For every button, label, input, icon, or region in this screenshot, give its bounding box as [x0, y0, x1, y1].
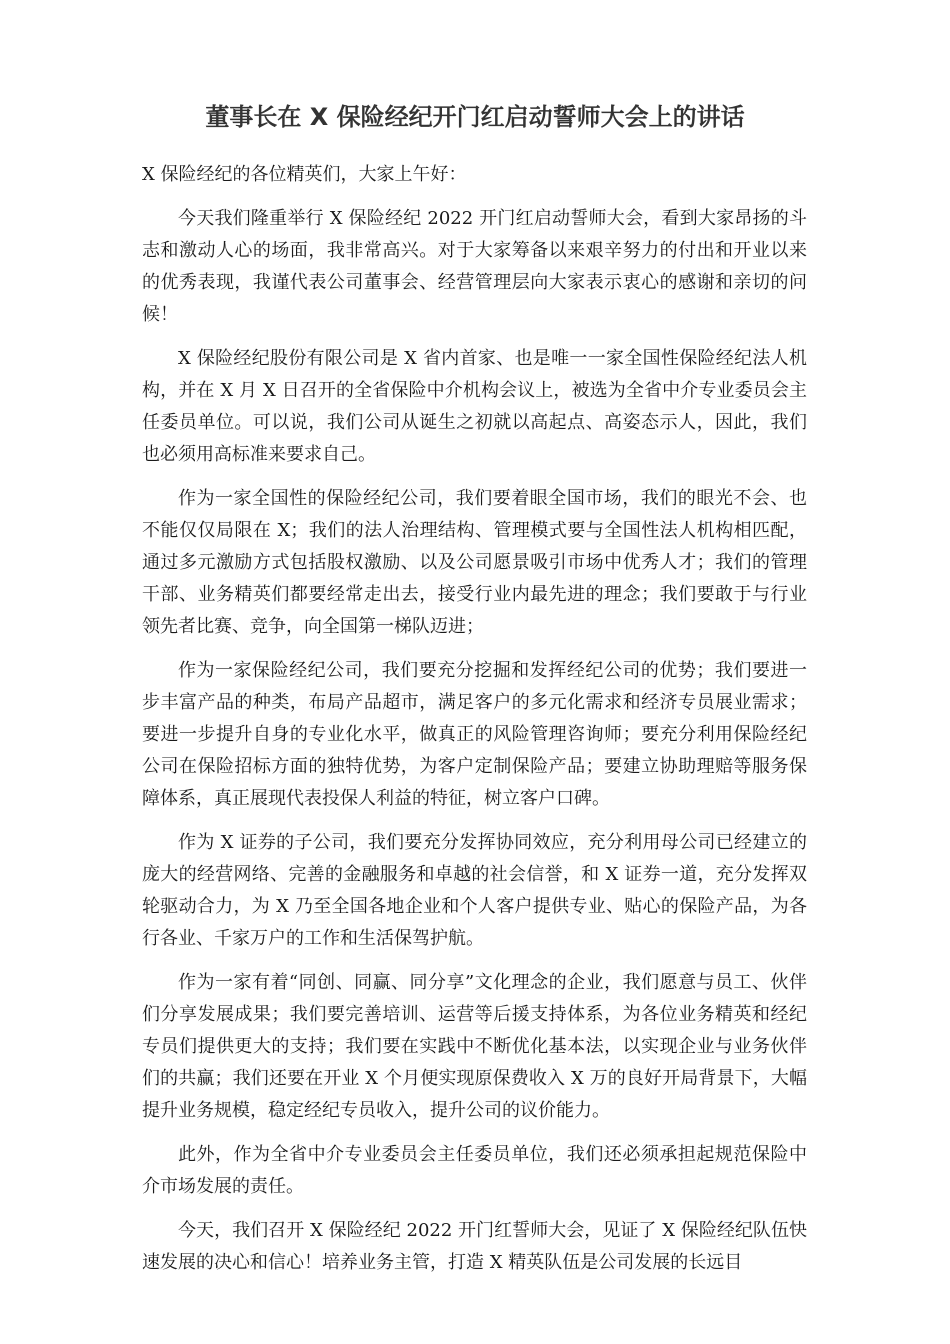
document-title: 董事长在 X 保险经纪开门红启动誓师大会上的讲话 — [205, 103, 745, 131]
paragraph-culture: 作为一家有着“同创、同赢、同分享”文化理念的企业，我们愿意与员工、伙伴们分享发展成果；我们要完善培训、运营等后援支持体系，为各位业务精英和经纪专员们提供更大的支持；我们要在实践中不断优化基本法，以实现企业与业务伙伴们的共赢；我们还要在开业 X 个月便实现原保费收入 X 万的良好开局背景下，大幅提升业务规模，稳定经纪专员收入，提升公司的议价能力。 — [142, 972, 807, 1121]
paragraph-responsibility: 此外，作为全省中介专业委员会主任委员单位，我们还必须承担起规范保险中介市场发展的责任。 — [142, 1144, 807, 1197]
document-body — [142, 159, 807, 1291]
paragraph-today: 今天，我们召开 X 保险经纪 2022 开门红誓师大会，见证了 X 保险经纪队伍快速发展的决心和信心！培养业务主管，打造 X 精英队伍是公司发展的长远目 — [142, 1220, 807, 1273]
paragraph-company-intro: X 保险经纪股份有限公司是 X 省内首家、也是唯一一家全国性保险经纪法人机构，并在 X 月 X 日召开的全省保险中介机构会议上，被选为全省中介专业委员会主任委员单位。可以说，我们公司从诞生之初就以高起点、高姿态示人，因此，我们也必须用高标准来要求自己。 — [142, 348, 807, 465]
paragraph-opening: 今天我们隆重举行 X 保险经纪 2022 开门红启动誓师大会，看到大家昂扬的斗志和激动人心的场面，我非常高兴。对于大家筹备以来艰辛努力的付出和开业以来的优秀表现，我谨代表公司董事会、经营管理层向大家表示衷心的感谢和亲切的问候！ — [142, 208, 807, 325]
paragraph-national-company: 作为一家全国性的保险经纪公司，我们要着眼全国市场，我们的眼光不会、也不能仅仅局限在 X；我们的法人治理结构、管理模式要与全国性法人机构相匹配，通过多元激励方式包括股权激励、以及公司愿景吸引市场中优秀人才；我们的管理干部、业务精英们都要经常走出去，接受行业内最先进的理念；我们要敢于与行业领先者比赛、竞争，向全国第一梯队迈进； — [142, 488, 807, 637]
greeting-line: X 保险经纪的各位精英们，大家上午好： — [142, 164, 467, 185]
paragraph-brokerage-advantages: 作为一家保险经纪公司，我们要充分挖掘和发挥经纪公司的优势；我们要进一步丰富产品的种类，布局产品超市，满足客户的多元化需求和经济专员展业需求；要进一步提升自身的专业化水平，做真正的风险管理咨询师；要充分利用保险经纪公司在保险招标方面的独特优势，为客户定制保险产品；要建立协助理赔等服务保障体系，真正展现代表投保人利益的特征，树立客户口碑。 — [142, 660, 807, 809]
paragraph-securities-subsidiary: 作为 X 证券的子公司，我们要充分发挥协同效应，充分利用母公司已经建立的庞大的经营网络、完善的金融服务和卓越的社会信誉，和 X 证券一道，充分发挥双轮驱动合力，为 X 乃至全国各地企业和个人客户提供专业、贴心的保险产品，为各行各业、千家万户的工作和生活保驾护航。 — [142, 832, 807, 949]
